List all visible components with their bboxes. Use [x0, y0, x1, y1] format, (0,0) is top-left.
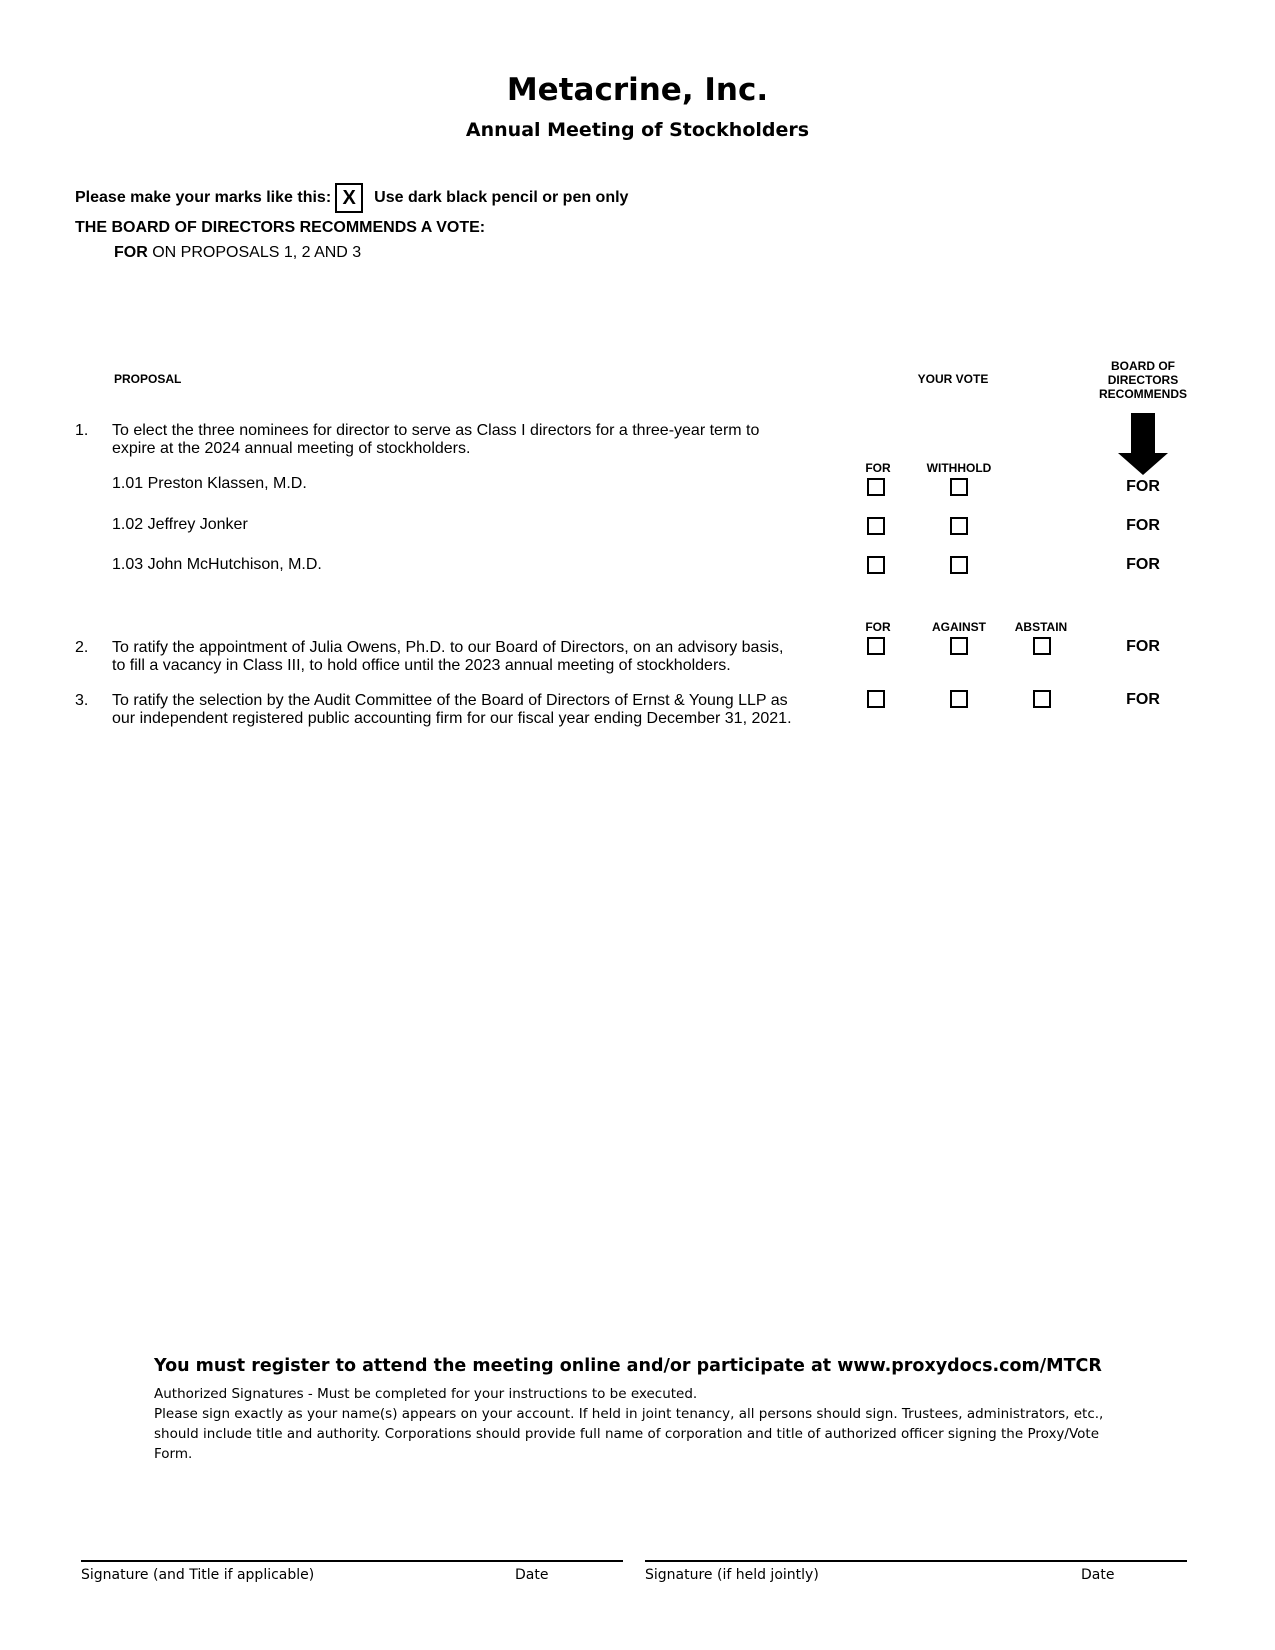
- sign-instruction-line3: Form.: [154, 1446, 193, 1462]
- for-column-header: FOR: [865, 620, 891, 634]
- proposal-1-line1: To elect the three nominees for director to serve as Class I directors for a three-year term to: [112, 422, 760, 439]
- p1-for-column-header: FOR: [865, 461, 891, 475]
- proposal-3-for-checkbox[interactable]: [867, 690, 885, 708]
- proposal-1-number: 1.: [75, 422, 89, 439]
- meeting-subtitle: Annual Meeting of Stockholders: [465, 119, 810, 141]
- board-header-line1: BOARD OF: [1111, 359, 1175, 373]
- signature-2-label: Signature (if held jointly): [645, 1567, 819, 1583]
- proposal-3-abstain-checkbox[interactable]: [1033, 690, 1051, 708]
- recommend-rest-label: ON PROPOSALS 1, 2 AND 3: [152, 244, 362, 261]
- proposal-2-text: [112, 639, 783, 675]
- mark-instruction-prefix: Please make your marks like this:: [75, 189, 332, 206]
- date-1-label: Date: [515, 1567, 549, 1583]
- nominee-name: 1.01 Preston Klassen, M.D.: [112, 475, 307, 492]
- nominee-2-board-recommendation: FOR: [1126, 517, 1160, 534]
- nominee-3-for-checkbox[interactable]: [867, 556, 885, 574]
- board-recommendation-heading: THE BOARD OF DIRECTORS RECOMMENDS A VOTE:: [75, 219, 486, 236]
- nominee-3-withhold-checkbox[interactable]: [950, 556, 968, 574]
- proposal-column-header: PROPOSAL: [114, 372, 182, 386]
- proposal-3-against-checkbox[interactable]: [950, 690, 968, 708]
- registration-notice: You must register to attend the meeting online and/or participate at www.proxydocs.com/MTCR: [154, 1356, 1102, 1376]
- nominee-2-withhold-checkbox[interactable]: [950, 517, 968, 535]
- against-column-header: AGAINST: [932, 620, 986, 634]
- proposal-3-line2: our independent registered public accounting firm for our fiscal year ending December 31, 2021.: [112, 710, 792, 727]
- recommend-for-label: FOR: [114, 244, 148, 261]
- company-title: Metacrine, Inc.: [506, 72, 769, 108]
- board-recommends-column-header: [1088, 359, 1198, 401]
- date-2-label: Date: [1081, 1567, 1115, 1583]
- sign-instruction-line1: Please sign exactly as your name(s) appears on your account. If held in joint tenancy, all persons should sign. Trustees, administrators, etc.,: [154, 1406, 1104, 1422]
- p1-withhold-column-header: WITHHOLD: [926, 461, 992, 475]
- proposal-2-board-recommendation: FOR: [1126, 638, 1160, 655]
- board-header-line3: RECOMMENDS: [1098, 387, 1187, 401]
- nominee-1-board-recommendation: FOR: [1126, 478, 1160, 495]
- nominee-1-for-checkbox[interactable]: [867, 478, 885, 496]
- mark-instructions: [75, 183, 628, 213]
- proposal-3-line1: To ratify the selection by the Audit Committee of the Board of Directors of Ernst & Young LLP as: [112, 692, 788, 709]
- sample-mark-box: X: [335, 183, 363, 213]
- abstain-column-header: ABSTAIN: [1014, 620, 1068, 634]
- proposal-2-for-checkbox[interactable]: [867, 637, 885, 655]
- signature-line-1[interactable]: [81, 1560, 623, 1562]
- nominee-name: 1.02 Jeffrey Jonker: [112, 516, 248, 533]
- nominee-1-withhold-checkbox[interactable]: [950, 478, 968, 496]
- board-header-line2: DIRECTORS: [1107, 373, 1179, 387]
- proposal-3-board-recommendation: FOR: [1126, 691, 1160, 708]
- proposal-1-line2: expire at the 2024 annual meeting of stockholders.: [112, 440, 471, 457]
- down-arrow-icon: [1118, 413, 1168, 475]
- board-recommendation-summary: [114, 244, 361, 262]
- proposal-2-abstain-checkbox[interactable]: [1033, 637, 1051, 655]
- mark-instruction-suffix: Use dark black pencil or pen only: [374, 189, 629, 206]
- proposal-2-line1: To ratify the appointment of Julia Owens, Ph.D. to our Board of Directors, on an advisory basis,: [112, 639, 784, 656]
- proposal-2-against-checkbox[interactable]: [950, 637, 968, 655]
- nominee-3-board-recommendation: FOR: [1126, 556, 1160, 573]
- nominee-2-for-checkbox[interactable]: [867, 517, 885, 535]
- nominee-name: 1.03 John McHutchison, M.D.: [112, 556, 322, 573]
- proposal-3-text: [112, 692, 792, 728]
- authorized-signatures-note: Authorized Signatures - Must be completed for your instructions to be executed.: [154, 1386, 698, 1402]
- your-vote-column-header: YOUR VOTE: [917, 372, 989, 386]
- proposal-3-number: 3.: [75, 692, 89, 709]
- proposal-2-number: 2.: [75, 639, 89, 656]
- proposal-2-line2: to fill a vacancy in Class III, to hold office until the 2023 annual meeting of stockholders.: [112, 657, 731, 674]
- sign-instruction-line2: should include title and authority. Corporations should provide full name of corporation and title of authorized officer signing the Proxy/Vote: [154, 1426, 1100, 1442]
- signature-instructions: [154, 1384, 1114, 1464]
- signature-1-label: Signature (and Title if applicable): [81, 1567, 315, 1583]
- signature-line-2[interactable]: [645, 1560, 1187, 1562]
- proposal-1-text: [112, 422, 759, 458]
